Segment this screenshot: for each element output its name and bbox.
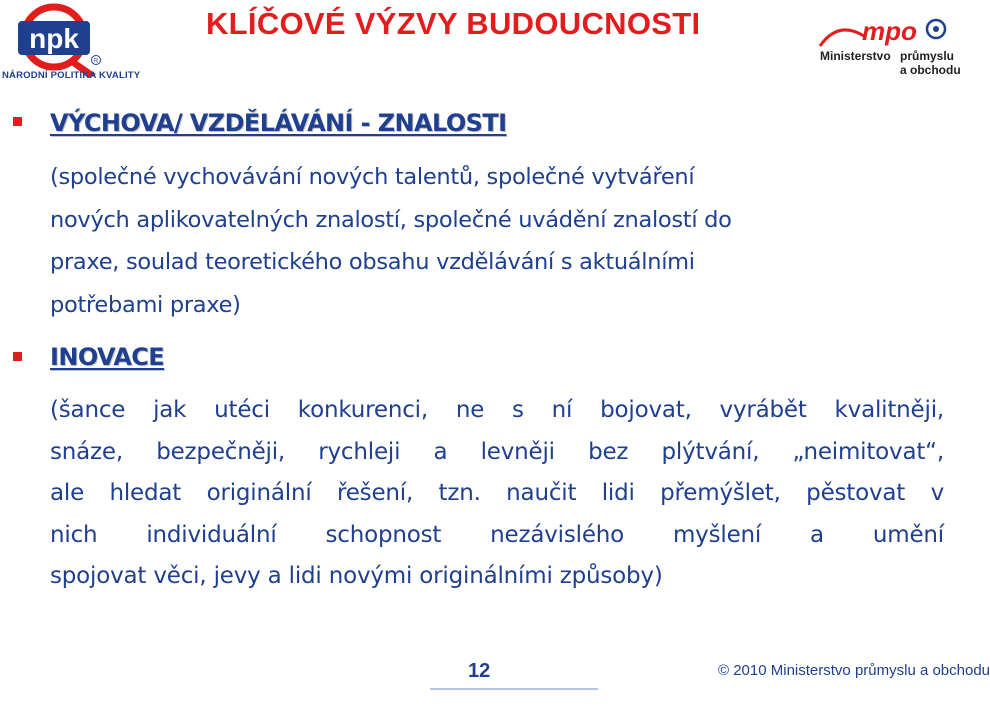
slide-title: KLÍČOVÉ VÝZVY BUDOUCNOSTI xyxy=(206,6,701,41)
text-line: spojovat věci, jevy a lidi novými originálními způsoby) xyxy=(50,563,663,589)
svg-text:R: R xyxy=(93,58,99,65)
npk-logo-text: npk xyxy=(29,23,79,54)
text-line: snáze, bezpečněji, rychleji a levněji bez plýtvání, „neimitovat“, xyxy=(50,438,944,465)
mpo-logo-line1: Ministerstvo xyxy=(820,49,891,63)
text-line: ale hledat originální řešení, tzn. naučit lidi přemýšlet, pěstovat v xyxy=(50,480,944,506)
text-line: (společné vychovávání nových talentů, společné vytváření xyxy=(50,164,695,190)
text-line: (šance jak utéci konkurenci, ne s ní bojovat, vyrábět kvalitněji, xyxy=(50,397,944,423)
bullet-square xyxy=(13,117,22,126)
mpo-logo xyxy=(818,16,961,82)
footer-copyright: © 2010 Ministerstvo průmyslu a obchodu xyxy=(718,662,990,679)
section-heading: INOVACE xyxy=(50,343,165,371)
mpo-logo-line2: průmyslu xyxy=(900,49,955,63)
text-line: nových aplikovatelných znalostí, společné uvádění znalostí do xyxy=(50,206,732,233)
mpo-logo-mark: mpo xyxy=(862,16,917,46)
mpo-logo-line3: a obchodu xyxy=(900,63,961,77)
text-line: nich individuální schopnost nezávislého myšlení a umění xyxy=(50,521,944,548)
bullet-square xyxy=(13,352,22,361)
npk-logo-caption: NÁRODNÍ POLITIKA KVALITY xyxy=(2,70,141,81)
mpo-logo-graphic xyxy=(818,16,961,82)
section-text xyxy=(50,156,732,326)
footer-divider xyxy=(430,688,598,690)
text-line: potřebami praxe) xyxy=(50,291,241,318)
text-line: praxe, soulad teoretického obsahu vzdělávání s aktuálními xyxy=(50,249,695,275)
page-number: 12 xyxy=(468,660,491,682)
section-text xyxy=(50,390,944,598)
section-heading: VÝCHOVA/ VZDĚLÁVÁNÍ - ZNALOSTI xyxy=(50,109,507,137)
